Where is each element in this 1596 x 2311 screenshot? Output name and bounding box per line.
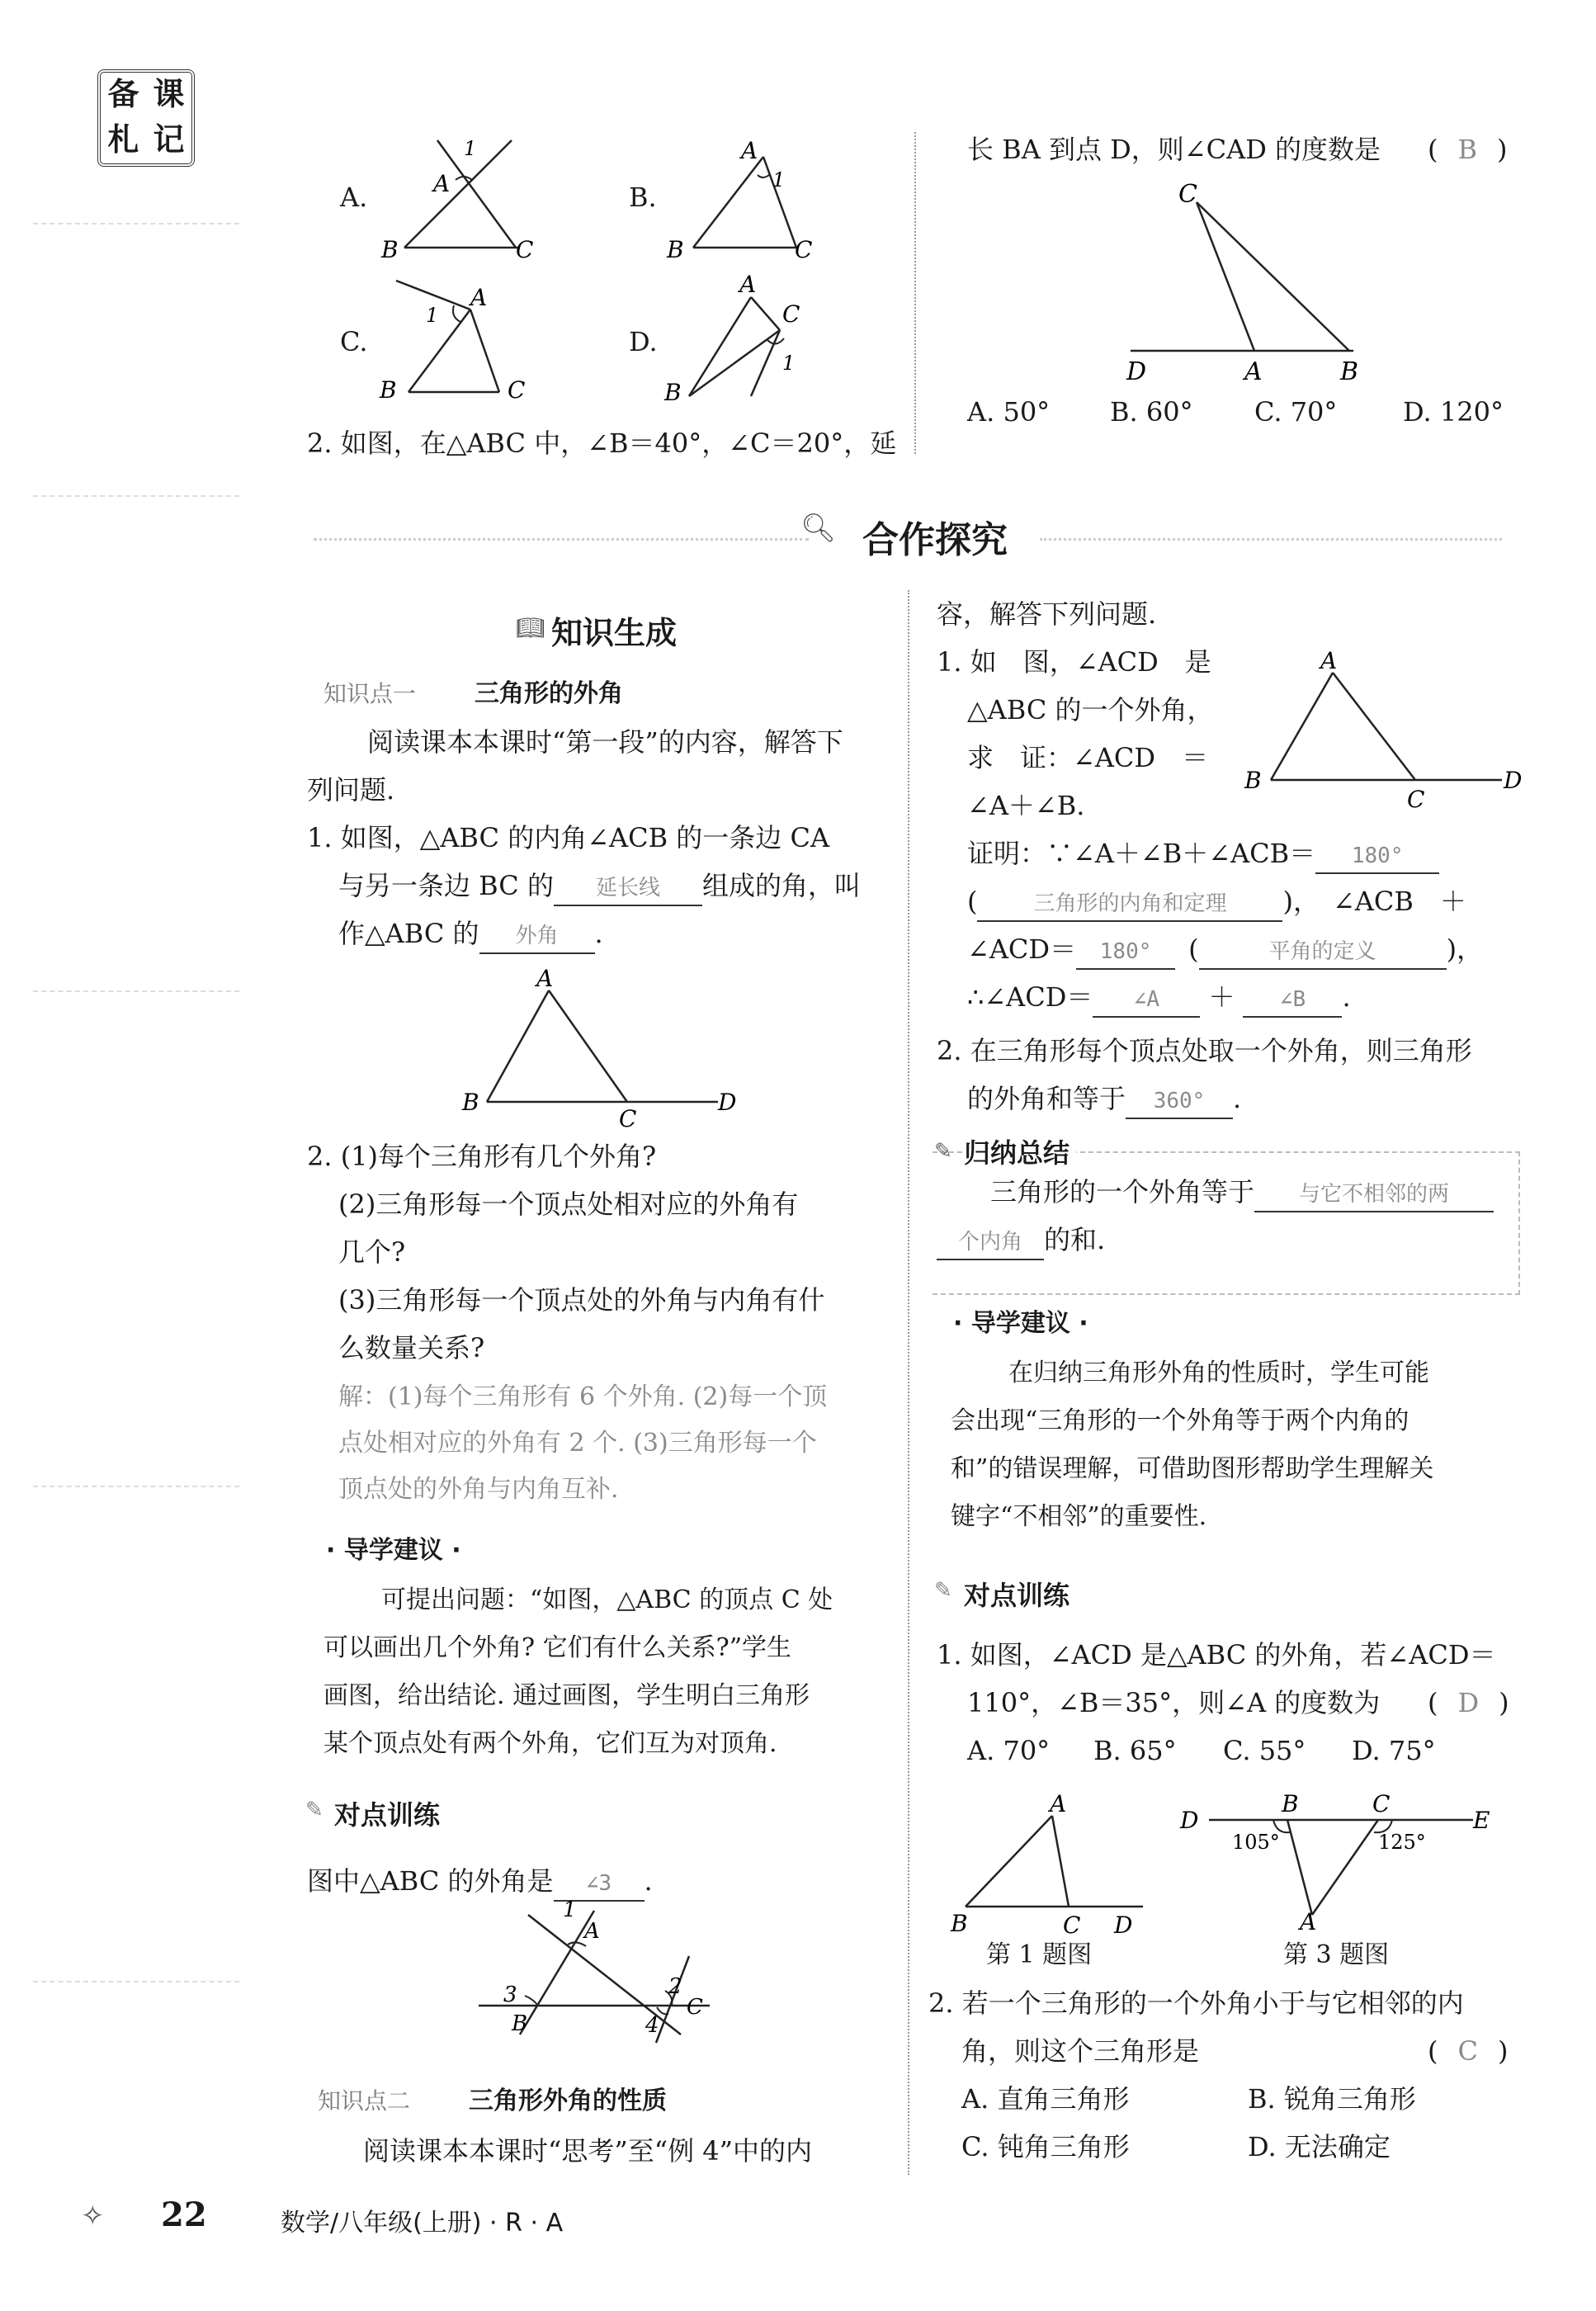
margin-rule — [33, 1981, 239, 1983]
kp2-blank-4[interactable]: 平角的定义 — [1199, 935, 1447, 970]
kp1-guide-1: 可提出问题：“如图，△ABC 的顶点 C 处 — [381, 1586, 833, 1614]
kp1-q2-c: 几个? — [338, 1236, 406, 1268]
page-number: 22 — [161, 2195, 207, 2234]
guide2-l2: 会出现“三角形的一个外角等于两个内角的 — [951, 1406, 1409, 1435]
knowledge-title: 知识生成 — [551, 615, 678, 651]
vertex-b-label: B — [951, 1910, 968, 1937]
option-d-label: D. — [629, 326, 658, 357]
kp1-solution-3: 顶点处的外角与内角互补. — [338, 1475, 619, 1504]
kp2-q1-b: △ABC 的一个外角， — [967, 694, 1214, 725]
q2-answer-bracket: ( B ) — [1428, 134, 1508, 165]
train2-fig1 — [949, 1783, 1147, 1940]
train2-q1-ans-bracket: ( D ) — [1428, 1687, 1509, 1718]
kp1-q1-b — [338, 862, 861, 910]
kp2-blank-6[interactable]: ∠B — [1243, 983, 1342, 1018]
pencil-icon: ✎ — [934, 1578, 952, 1603]
vertex-d-label: D — [1114, 1912, 1133, 1939]
train2-q2-b: 角，则这个三角形是 — [961, 2035, 1200, 2067]
guide2-l4: 键字“不相邻”的重要性. — [951, 1502, 1207, 1531]
badge-char: 札 — [107, 121, 139, 158]
kp1-guide-3: 画图，给出结论. 通过画图，学生明白三角形 — [323, 1681, 810, 1710]
kp2-blank-7[interactable]: 360° — [1126, 1085, 1233, 1119]
kp2-blank-1[interactable]: 180° — [1315, 839, 1439, 874]
summary-blank-a[interactable]: 与它不相邻的两 — [1254, 1178, 1494, 1212]
fig3-caption: 第 3 题图 — [1283, 1940, 1390, 1969]
angle-3-label: 3 — [503, 1983, 517, 2007]
book-title: 数学/八年级(上册) · R · A — [281, 2209, 564, 2238]
kp1-train-blank[interactable]: ∠3 — [554, 1867, 645, 1902]
option-a-figure — [371, 132, 536, 268]
kp2-q2-b — [967, 1075, 1241, 1122]
option-c-figure — [371, 272, 536, 409]
summary-blank-b[interactable]: 个内角 — [937, 1226, 1044, 1260]
kp2-proof-2 — [967, 877, 1466, 925]
vertex-d-label: D — [1504, 767, 1523, 794]
vertex-c-label: C — [687, 1995, 703, 2020]
kp2-tag: 知识点二 — [318, 2087, 411, 2115]
vertex-b-label: B — [667, 236, 684, 263]
train2-q2-opt-a: A. 直角三角形 — [961, 2083, 1130, 2115]
vertex-b-label: B — [381, 236, 399, 263]
train2-q1-opt-d: D. 75° — [1352, 1735, 1436, 1766]
angle-4-label: 4 — [645, 2013, 659, 2038]
q2-option-c: C. 70° — [1254, 396, 1338, 428]
kp2-q2-b1: 的外角和等于 — [967, 1083, 1126, 1114]
option-b-figure — [660, 132, 825, 268]
q2-line2: 长 BA 到点 D，则∠CAD 的度数是 — [967, 134, 1381, 165]
vertex-c-label: C — [1063, 1912, 1081, 1939]
train2-q1-a: 1. 如图，∠ACD 是△ABC 的外角，若∠ACD＝ — [937, 1639, 1496, 1671]
train2-q1-opt-b: B. 65° — [1093, 1735, 1177, 1766]
badge-char: 备 — [107, 76, 139, 112]
kp1-q2-d: (3)三角形每一个顶点处的外角与内角有什 — [338, 1284, 825, 1316]
vertex-c-label: C — [516, 236, 534, 263]
angle-1-label: 1 — [426, 304, 439, 327]
vertex-d-label: D — [1126, 357, 1147, 386]
kp1-intro-2: 列问题. — [307, 774, 395, 806]
vertex-b-label: B — [1340, 357, 1359, 386]
angle-1-label: 1 — [464, 137, 477, 160]
kp2-proof-2a: ( — [967, 886, 978, 917]
option-c-label: C. — [340, 326, 368, 357]
summary-line2 — [937, 1216, 1105, 1264]
train2-title: 对点训练 — [964, 1580, 1070, 1611]
angle-2-label: 2 — [668, 1974, 682, 1999]
vertex-d-label: D — [718, 1089, 737, 1116]
kp1-q1-c2: . — [594, 918, 603, 949]
train2-q2-opt-c: C. 钝角三角形 — [961, 2131, 1130, 2162]
q2-figure — [1106, 177, 1370, 392]
angle-105-label: 105° — [1232, 1831, 1280, 1854]
guide2-l3: 和”的错误理解，可借助图形帮助学生理解关 — [951, 1454, 1434, 1483]
vertex-c-label: C — [1407, 786, 1425, 809]
vertex-b-label: B — [664, 379, 682, 406]
kp2-q2-b2: . — [1233, 1083, 1242, 1114]
kp1-q2-a: 2. (1)每个三角形有几个外角? — [307, 1141, 657, 1172]
summary-title: 归纳总结 — [964, 1129, 1076, 1177]
kp1-figure — [454, 966, 751, 1131]
kp1-train-q1: 图中△ABC 的外角是 — [307, 1865, 554, 1897]
kp2-blank-3[interactable]: 180° — [1076, 935, 1175, 970]
kp1-train-q2: . — [644, 1865, 653, 1897]
option-d-figure — [660, 272, 825, 417]
train2-q1-opt-a: A. 70° — [967, 1735, 1051, 1766]
angle-125-label: 125° — [1378, 1831, 1426, 1854]
q2-option-d: D. 120° — [1403, 396, 1504, 428]
section-header-line-right — [1040, 538, 1502, 541]
vertex-c-label: C — [795, 236, 813, 263]
kp1-train-title: 对点训练 — [334, 1799, 441, 1831]
vertex-c-label: C — [782, 300, 800, 328]
pencil-icon: ✎ — [305, 1798, 323, 1822]
kp1-q1-b2: 组成的角，叫 — [701, 870, 861, 901]
kp2-proof-2b: )， ∠ACB ＋ — [1282, 886, 1466, 917]
train2-q2-ans-bracket: ( C ) — [1428, 2035, 1509, 2067]
kp1-tag: 知识点一 — [323, 680, 417, 707]
kp1-solution-2: 点处相对应的外角有 2 个. (3)三角形每一个 — [338, 1429, 817, 1458]
vertex-c-label: C — [1178, 180, 1197, 209]
magnifier-icon: 🔍︎ — [800, 512, 837, 545]
kp2-proof-3b: ( — [1188, 933, 1199, 965]
kp2-proof-3 — [967, 925, 1483, 973]
vertex-a-label: A — [536, 966, 554, 992]
section-header-line-left — [314, 538, 809, 541]
margin-rule — [33, 1486, 239, 1487]
train2-q1-ans: D — [1457, 1687, 1480, 1718]
kp1-guide-2: 可以画出几个外角? 它们有什么关系?”学生 — [323, 1633, 792, 1662]
vertex-b-label: B — [512, 2011, 528, 2036]
train2-q1-b: 110°，∠B＝35°，则∠A 的度数为 — [967, 1687, 1381, 1718]
summary-line2-text: 的和. — [1044, 1224, 1106, 1255]
q2-option-a: A. 50° — [967, 396, 1051, 428]
option-b-label: B. — [629, 182, 657, 213]
kp1-q1-c — [338, 910, 603, 957]
vertex-a-label: A — [1300, 1908, 1317, 1931]
column-divider — [908, 590, 909, 2175]
q2-answer: B — [1457, 134, 1477, 165]
vertex-c-label: C — [619, 1105, 637, 1131]
section-title: 合作探究 — [862, 519, 1008, 561]
kp2-proof-1-text: 证明：∵∠A＋∠B＋∠ACB＝ — [967, 838, 1316, 869]
train2-q2-opt-b: B. 锐角三角形 — [1248, 2083, 1416, 2115]
kp2-q2-a: 2. 在三角形每个顶点处取一个外角，则三角形 — [937, 1035, 1472, 1066]
train2-fig3 — [1176, 1783, 1506, 1931]
column-divider — [914, 132, 916, 454]
badge-char: 课 — [153, 76, 185, 112]
kp1-blank-1[interactable]: 延长线 — [554, 872, 702, 906]
kp2-proof-4b: ＋ — [1208, 981, 1235, 1013]
vertex-a-label: A — [470, 284, 488, 311]
vertex-b-label: B — [380, 376, 397, 404]
q2-option-b: B. 60° — [1110, 396, 1193, 428]
kp2-proof-1 — [967, 829, 1439, 877]
kp2-q1-a: 1. 如 图，∠ACD 是 — [937, 646, 1211, 678]
vertex-e-label: E — [1473, 1807, 1490, 1834]
angle-1-label: 1 — [782, 352, 796, 375]
kp1-guide-title: · 导学建议 · — [326, 1536, 461, 1565]
vertex-b-label: B — [462, 1089, 479, 1116]
vertex-a-label: A — [1244, 357, 1263, 386]
vertex-a-label: A — [584, 1919, 600, 1944]
margin-rule — [33, 495, 239, 497]
kp2-intro-2: 容，解答下列问题. — [937, 598, 1157, 630]
kp1-q1-c1: 作△ABC 的 — [338, 918, 479, 949]
kp1-intro-1: 阅读课本本课时“第一段”的内容，解答下 — [367, 726, 843, 758]
vertex-c-label: C — [1372, 1790, 1391, 1817]
q2-line1: 2. 如图，在△ABC 中，∠B＝40°，∠C＝20°，延 — [307, 428, 897, 459]
train2-q2-ans: C — [1457, 2035, 1478, 2067]
vertex-c-label: C — [508, 376, 526, 404]
train2-q1-opt-c: C. 55° — [1223, 1735, 1306, 1766]
kp2-q1-c: 求 证：∠ACD ＝ — [967, 742, 1209, 773]
kp2-title: 三角形外角的性质 — [469, 2087, 667, 2115]
kp1-q2-b: (2)三角形每一个顶点处相对应的外角有 — [338, 1189, 799, 1220]
kp1-guide-4: 某个顶点处有两个外角，它们互为对顶角. — [323, 1729, 777, 1758]
train2-q2-opt-d: D. 无法确定 — [1248, 2131, 1391, 2162]
vertex-d-label: D — [1180, 1807, 1199, 1834]
summary-line1-text: 三角形的一个外角等于 — [990, 1176, 1255, 1207]
kp1-title: 三角形的外角 — [475, 679, 623, 708]
book-icon: 📖︎ — [516, 614, 545, 641]
kp1-train-figure — [470, 1898, 726, 2055]
pen-icon: ✎ — [934, 1139, 952, 1164]
kp2-q1-d: ∠A＋∠B. — [967, 790, 1085, 821]
kp1-q2-e: 么数量关系? — [338, 1332, 485, 1363]
footer-ornament-icon: ✧ — [81, 2200, 105, 2233]
margin-badge — [97, 69, 195, 167]
vertex-a-label: A — [433, 170, 451, 197]
kp2-intro-1: 阅读课本本课时“思考”至“例 4”中的内 — [363, 2135, 812, 2167]
kp2-proof-3c: )， — [1446, 933, 1484, 965]
kp2-proof-4 — [967, 973, 1351, 1021]
guide2-l1: 在归纳三角形外角的性质时，学生可能 — [1008, 1359, 1429, 1387]
kp2-blank-2[interactable]: 三角形的内角和定理 — [977, 887, 1282, 922]
kp2-proof-3a: ∠ACD＝ — [967, 933, 1077, 965]
vertex-a-label: A — [1050, 1790, 1067, 1817]
vertex-b-label: B — [1282, 1790, 1299, 1817]
vertex-a-label: A — [741, 137, 758, 164]
kp2-proof-4c: . — [1342, 981, 1351, 1013]
train2-q2-a: 2. 若一个三角形的一个外角小于与它相邻的内 — [928, 1987, 1464, 2019]
summary-line1 — [990, 1168, 1494, 1216]
kp1-solution-1: 解：(1)每个三角形有 6 个外角. (2)每一个顶 — [338, 1382, 828, 1411]
kp1-q1-b1: 与另一条边 BC 的 — [338, 870, 554, 901]
badge-char: 记 — [153, 121, 185, 158]
kp1-q1-a: 1. 如图，△ABC 的内角∠ACB 的一条边 CA — [307, 822, 830, 853]
vertex-a-label: A — [1320, 647, 1338, 674]
vertex-b-label: B — [1244, 767, 1262, 794]
guide2-title: · 导学建议 · — [953, 1309, 1088, 1338]
kp2-blank-5[interactable]: ∠A — [1093, 983, 1200, 1018]
margin-rule — [33, 990, 239, 992]
vertex-a-label: A — [739, 272, 757, 298]
kp2-proof-4a: ∴∠ACD＝ — [967, 981, 1093, 1013]
option-a-label: A. — [340, 182, 368, 213]
angle-1-label: 1 — [563, 1898, 577, 1922]
angle-1-label: 1 — [772, 168, 786, 191]
margin-rule — [33, 223, 239, 224]
fig1-caption: 第 1 题图 — [986, 1940, 1093, 1969]
kp1-blank-2[interactable]: 外角 — [479, 919, 595, 954]
kp2-figure — [1238, 644, 1535, 809]
